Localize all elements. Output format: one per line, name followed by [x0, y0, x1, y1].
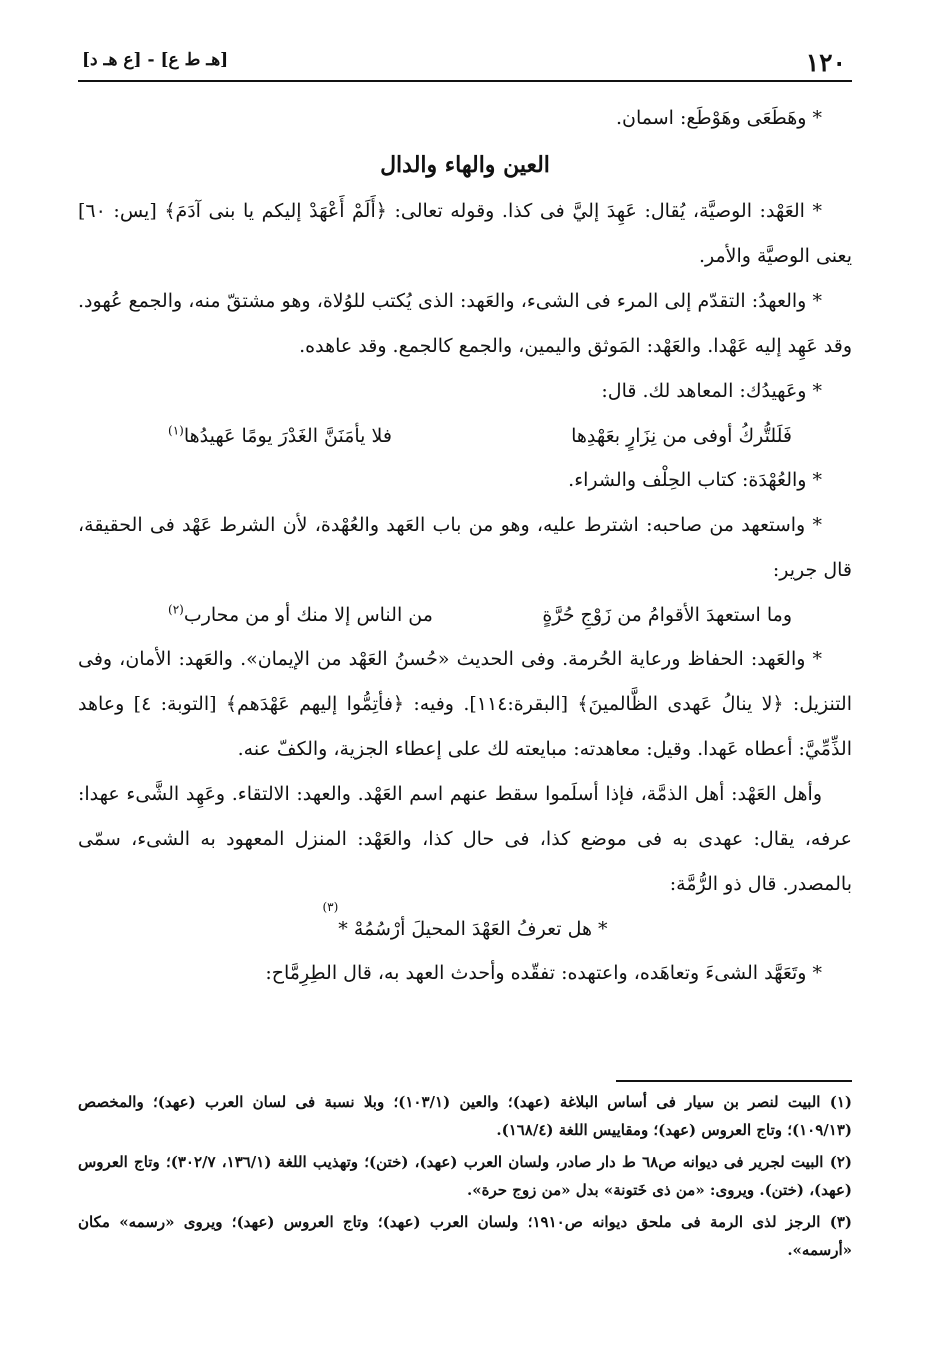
verse-text: * هل تعرفُ العَهْدَ المحيلَ أرْسُمُهْ * [338, 918, 608, 940]
verse-hemistich-with-note [168, 414, 392, 458]
footnote: (٣) الرجز لذى الرمة فى ملحق ديوانه ص١٩١٠؛ ولسان العرب (عهد)؛ وتاج العروس (عهد)؛ ويروى «رسمه» مكان «أرسمه». [78, 1213, 853, 1259]
intro-paragraph: * وهَطَعَى وهَوْطَع: اسمان. [615, 107, 822, 129]
verse-line [78, 414, 852, 458]
footnote-marker: (١) [168, 423, 184, 438]
verse-hemistich: فَلَلتُّركُ أوفى من نِزَارٍ بعَهْدِها [571, 425, 792, 447]
section-heading: العين والهاء والدال [380, 152, 550, 178]
paragraph: * والعُهْدَة: كتاب الحِلْف والشراء. [568, 469, 822, 491]
footnote-marker: (٢) [168, 602, 184, 617]
footnote-divider [616, 1080, 852, 1082]
page-header [78, 40, 852, 82]
paragraph: * العَهْد: الوصيَّة، يُقال: عَهِدَ إليَّ فى كذا. وقوله تعالى: ﴿أَلَمْ أَعْهَدْ إليكم يا بنى آدَمَ﴾ [يس: ٦٠] يعنى الوصيَّة والأمر. [78, 200, 852, 267]
footnotes [78, 1088, 852, 1268]
book-page [78, 40, 852, 1340]
paragraph: وأهل العَهْد: أهل الذمَّة، فإذا أسلَموا سقط عنهم اسم العَهْد. والعهد: الالتقاء. وعَهِد الشَّىء عهدا: عرفه، يقال: عهدى به فى موضع كذا، فى حال كذا، والعَهْد: المنزل المعهود به الشىء، سمّى بالمصدر. قال ذو الرُّمَّة: [78, 783, 852, 895]
paragraph: * واستعهد من صاحبه: اشترط عليه، وهو من باب العَهد والعُهْدة، لأن الشرط عَهْد فى الحقيقة، قال جرير: [78, 514, 852, 581]
footnote: (١) البيت لنصر بن سيار فى أساس البلاغة (عهد)؛ والعين (١٠٣/١)؛ وبلا نسبة فى لسان العرب (عهد)؛ والمخصص (١٠٩/١٣)؛ وتاج العروس (عهد)؛ ومقاييس اللغة (١٦٨/٤). [78, 1093, 852, 1139]
verse-hemistich-with-note [168, 593, 433, 637]
paragraph: * وعَهيدُك: المعاهد لك. قال: [601, 380, 822, 402]
verse-line [78, 593, 852, 637]
verse-hemistich: وما استعهدَ الأقوامُ من زَوْجِ حُرَّةٍ [542, 604, 792, 626]
running-head: [هـ ط ع] - [ع هـ د] [82, 50, 229, 70]
paragraph: * وتَعَهَّد الشىءَ وتعاهَده، واعتهده: تفقّده وأحدث العهد به، قال الطِرِمَّاح: [265, 962, 822, 984]
footnote-marker: (٣) [322, 900, 339, 914]
page-number: ١٢٠ [805, 48, 846, 77]
verse-line [78, 900, 852, 951]
verse-hemistich: من الناس إلا منك أو من محارب [183, 604, 433, 626]
main-text [78, 96, 852, 996]
paragraph: * والعهدُ: التقدّم إلى المرء فى الشىء، والعَهد: الذى يُكتب للوُلاة، وهو مشتقّ منه، والجمع عُهود. وقد عَهِد إليه عَهْدا. والعَهْد: المَوثق واليمين، والجمع كالجمع. وقد عاهده. [78, 290, 852, 357]
paragraph: * والعَهد: الحفاظ ورعاية الحُرمة. وفى الحديث «حُسنُ العَهْد من الإيمان». والعَهد: الأمان، وفى التنزيل: ﴿لا ينالُ عَهدى الظَّالمينَ﴾ [البقرة:١١٤]. وفيه: ﴿فأتِمُّوا إليهم عَهْدَهم﴾ [التوبة: ٤] وعاهد الذِّمِّيَّ: أعطاه عَهدا. وقيل: معاهدته: مبايعته لك على إعطاء الجزية، والكفّ عنه. [78, 648, 852, 760]
verse-hemistich: فلا يأمَنَنَّ الغَدْرَ يومًا عَهيدُها [183, 425, 392, 447]
footnote: (٢) البيت لجرير فى ديوانه ص٦٨ ط دار صادر، ولسان العرب (عهد)، (ختن)؛ وتهذيب اللغة (١٣٦/١، ٣٠٢/٧)؛ وتاج العروس (عهد)، (ختن). ويروى: «من ذى خَتونة» بدل «من زوج حرة». [78, 1153, 852, 1199]
